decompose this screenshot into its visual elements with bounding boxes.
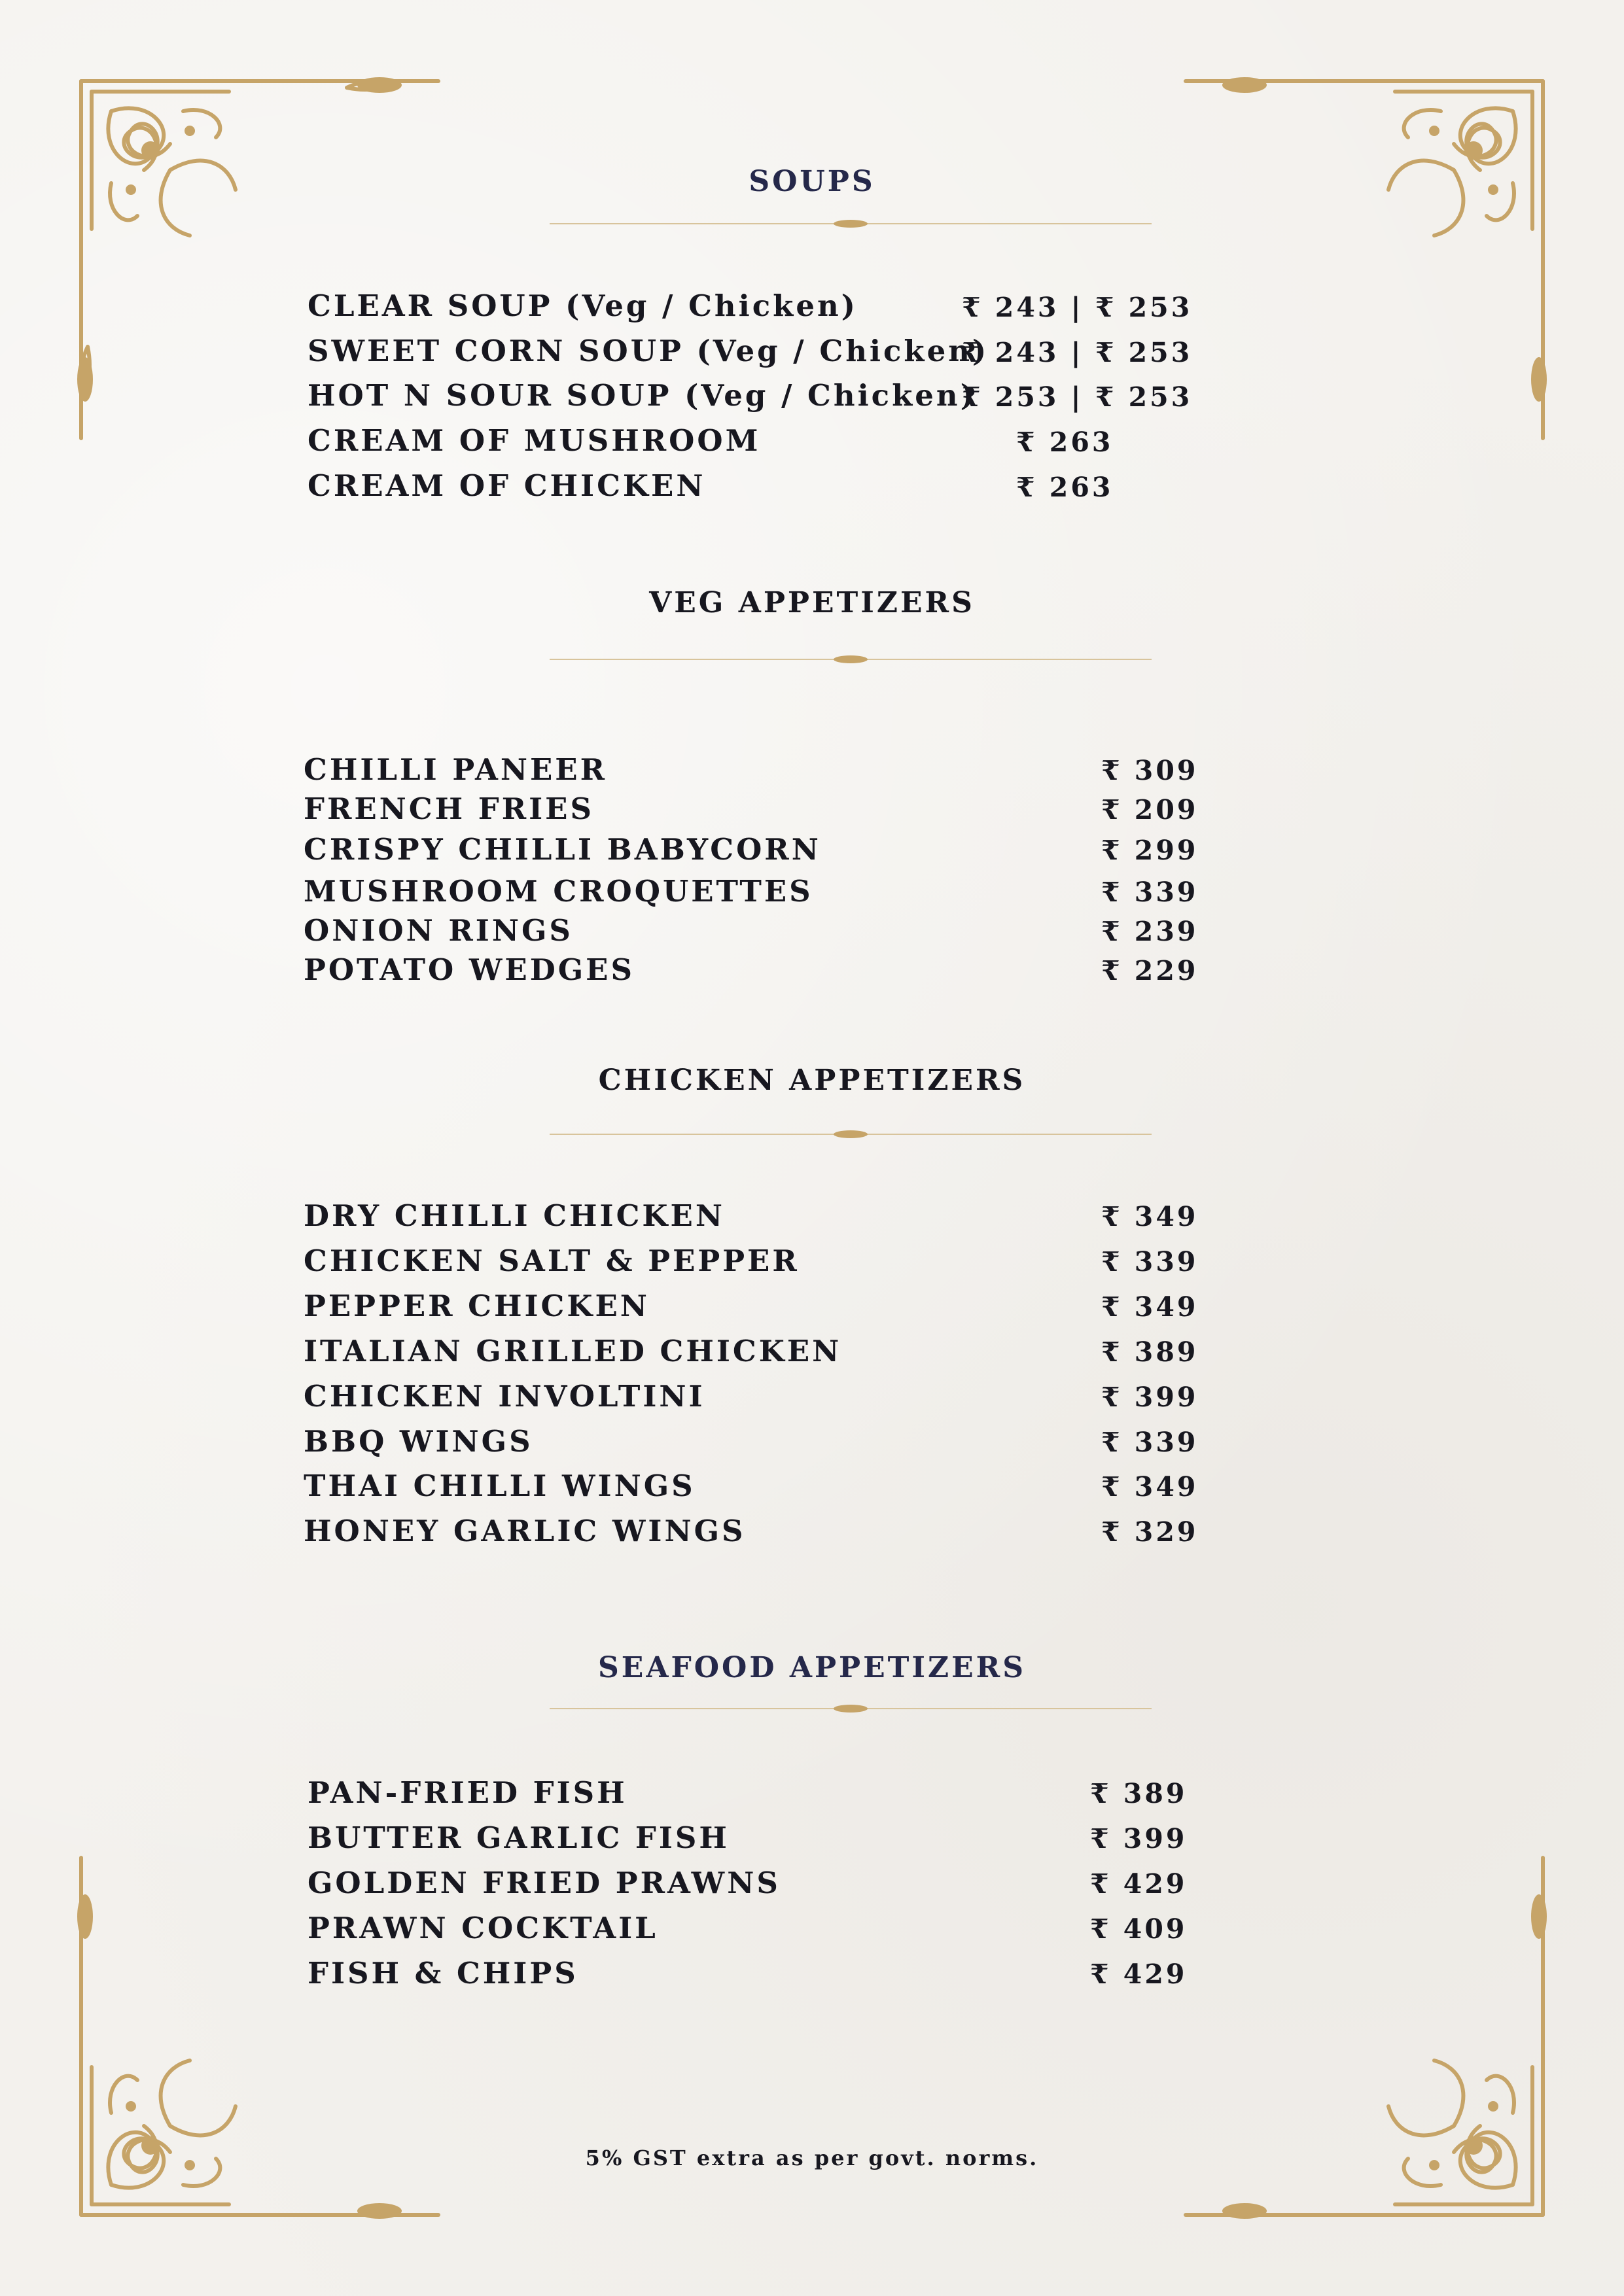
menu-item-price: ₹ 263 xyxy=(1016,426,1114,458)
menu-item-price: ₹ 239 xyxy=(1101,916,1199,947)
menu-item-name: THAI CHILLI WINGS xyxy=(304,1469,696,1503)
corner-ornament-top-left xyxy=(72,72,478,478)
menu-item-name: MUSHROOM CROQUETTES xyxy=(304,874,813,909)
menu-item-price: ₹ 409 xyxy=(1090,1913,1188,1945)
menu-item-price: ₹ 399 xyxy=(1101,1382,1199,1413)
menu-item-name: HONEY GARLIC WINGS xyxy=(304,1514,746,1548)
menu-item-name: CREAM OF MUSHROOM xyxy=(308,423,761,458)
menu-item-name: PRAWN COCKTAIL xyxy=(308,1911,658,1945)
menu-item-name: GOLDEN FRIED PRAWNS xyxy=(308,1866,781,1900)
menu-item-price: ₹ 429 xyxy=(1090,1958,1188,1990)
menu-item-price: ₹ 229 xyxy=(1101,955,1199,986)
menu-item-name: BBQ WINGS xyxy=(304,1424,533,1459)
section-title-seafood-appetizers: SEAFOOD APPETIZERS xyxy=(598,1651,1026,1684)
menu-item-price: ₹ 389 xyxy=(1101,1336,1199,1368)
menu-item-name: HOT N SOUR SOUP (Veg / Chicken) xyxy=(308,378,977,413)
menu-item-price: ₹ 349 xyxy=(1101,1471,1199,1503)
footer-note: 5% GST extra as per govt. norms. xyxy=(585,2146,1039,2170)
menu-item-price: ₹ 339 xyxy=(1101,1246,1199,1278)
menu-item-name: CLEAR SOUP (Veg / Chicken) xyxy=(308,288,858,323)
menu-item-price: ₹ 243 | ₹ 253 xyxy=(962,292,1193,323)
menu-item-price: ₹ 339 xyxy=(1101,877,1199,908)
menu-item-price: ₹ 349 xyxy=(1101,1201,1199,1232)
menu-item-name: CRISPY CHILLI BABYCORN xyxy=(304,832,821,867)
menu-item-price: ₹ 209 xyxy=(1101,794,1199,826)
menu-item-name: DRY CHILLI CHICKEN xyxy=(304,1198,725,1233)
menu-item-name: BUTTER GARLIC FISH xyxy=(308,1820,730,1855)
menu-item-name: FRENCH FRIES xyxy=(304,791,594,826)
menu-item-name: POTATO WEDGES xyxy=(304,952,635,987)
corner-ornament-top-right xyxy=(1146,72,1552,478)
menu-item-price: ₹ 243 | ₹ 253 xyxy=(962,337,1193,368)
menu-item-price: ₹ 253 | ₹ 253 xyxy=(962,381,1193,413)
menu-item-price: ₹ 309 xyxy=(1101,755,1199,786)
section-divider xyxy=(550,1128,1152,1141)
section-title-veg-appetizers: VEG APPETIZERS xyxy=(649,586,975,619)
menu-item-price: ₹ 339 xyxy=(1101,1427,1199,1458)
menu-item-price: ₹ 299 xyxy=(1101,835,1199,866)
menu-item-name: CHILLI PANEER xyxy=(304,752,607,787)
menu-item-name: FISH & CHIPS xyxy=(308,1956,578,1991)
menu-item-name: ONION RINGS xyxy=(304,913,573,948)
menu-item-name: ITALIAN GRILLED CHICKEN xyxy=(304,1334,842,1368)
menu-item-price: ₹ 389 xyxy=(1090,1778,1188,1809)
menu-item-price: ₹ 429 xyxy=(1090,1868,1188,1900)
section-divider xyxy=(550,217,1152,230)
menu-item-price: ₹ 329 xyxy=(1101,1516,1199,1548)
section-divider xyxy=(550,653,1152,666)
menu-item-name: PAN-FRIED FISH xyxy=(308,1775,627,1810)
menu-item-name: CHICKEN INVOLTINI xyxy=(304,1379,705,1414)
menu-item-price: ₹ 263 xyxy=(1016,472,1114,503)
section-title-chicken-appetizers: CHICKEN APPETIZERS xyxy=(598,1064,1026,1097)
menu-item-price: ₹ 399 xyxy=(1090,1823,1188,1854)
menu-item-name: PEPPER CHICKEN xyxy=(304,1289,650,1323)
menu-item-name: CREAM OF CHICKEN xyxy=(308,468,706,503)
section-title-soups: SOUPS xyxy=(749,165,875,198)
menu-item-name: CHICKEN SALT & PEPPER xyxy=(304,1244,800,1278)
menu-item-name: SWEET CORN SOUP (Veg / Chicken) xyxy=(308,334,989,368)
section-divider xyxy=(550,1702,1152,1715)
menu-item-price: ₹ 349 xyxy=(1101,1291,1199,1323)
